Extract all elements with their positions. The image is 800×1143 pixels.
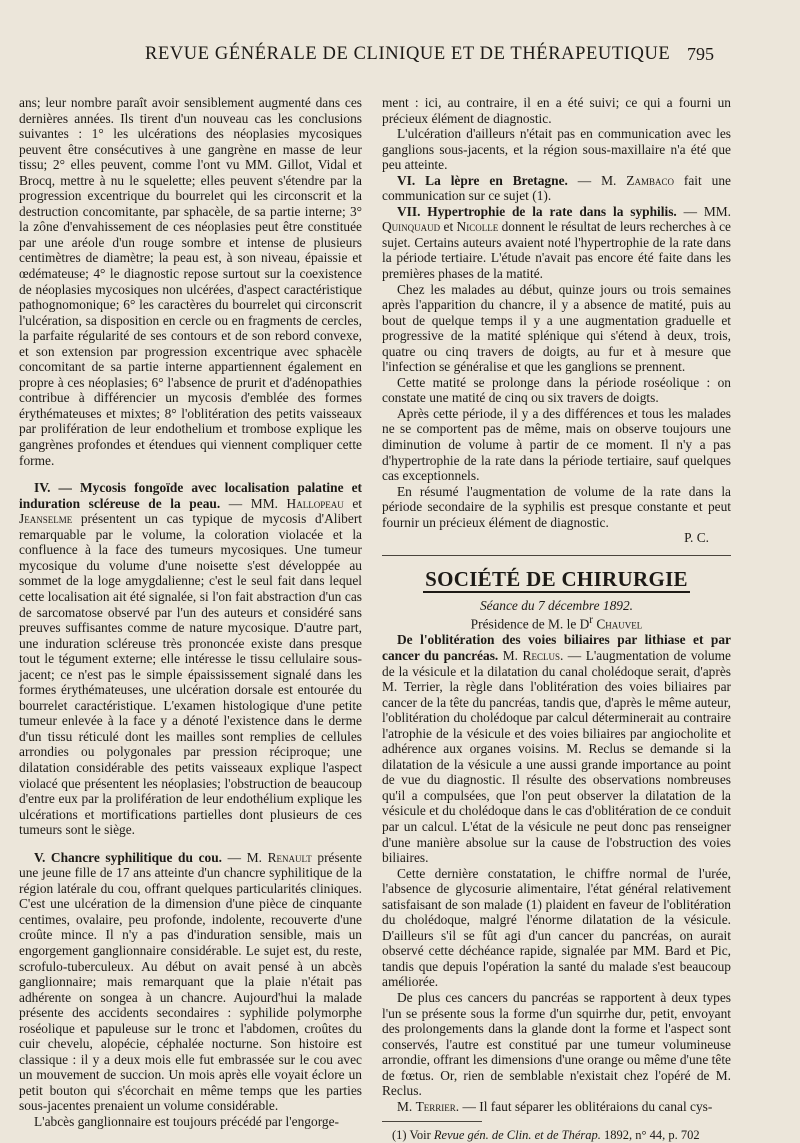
paragraph-section-vi: [382, 173, 731, 204]
author-name: Renault: [267, 849, 312, 865]
paragraph-section-vii: [382, 204, 731, 282]
page-number: 795: [687, 44, 714, 64]
article-body: . — L'augmentation de volume de la vésicule et la dilatation du canal cholédoque serait, d'après M. Terrier, la règle dans l'oblitération des voies biliaires par cancer de la tête du pancréas, tandis que, d'après le même auteur, l'oblitération du cholédoque par calcul déterminerait au contraire l'atrophie de la vésicule et des voies biliaires par angiocholite et adhérence aux organes voisins. M. Reclus se demande si la dilatation de la vésicule a une aussi grande importance au point de vue du diagnostic. Il résulte des observations nombreuses qu'il a compulsées, que l'on peut observer la dilatation de la vésicule et du cholédoque dans le cas d'oblitération de ce conduit par un calcul. L'état de la vésicule ne peut donc pas renseigner d'une manière absolue sur la cause de l'obstruction des voies biliaires.: [382, 647, 731, 866]
conjunction: et: [440, 219, 457, 235]
separator: — M.: [222, 849, 268, 865]
section-vi-body: fait une communication sur ce sujet (1).: [382, 172, 731, 204]
paragraph-malades: Chez les malades au début, quinze jours ou trois semaines après l'apparition du chancre, il y a absence de matité, puis au bout de quelque temps il y a une augmentation graduelle et progressive de la matité splénique qui s'étend à deux, trois, quatre ou cinq travers de doigts, au fur et à mesure que l'infection se généralise et que les ganglions se prennent.: [382, 281, 731, 375]
separator: — MM.: [220, 495, 287, 511]
author-name: Jeanselme: [19, 511, 73, 527]
section-divider: [382, 555, 731, 556]
right-column: [382, 95, 731, 1143]
section-vi-heading: VI. La lèpre en Bretagne.: [397, 172, 568, 188]
prefix: M.: [397, 1098, 416, 1114]
separator: — MM.: [676, 203, 731, 219]
author-name: Reclus: [522, 647, 560, 663]
separator: — M.: [567, 172, 627, 188]
presidence-superscript: r: [589, 614, 594, 627]
author-name: Terrier: [415, 1098, 456, 1114]
president-name: Chauvel: [596, 616, 643, 632]
paragraph-abces: L'abcès ganglionnaire est toujours précédé par l'engorge-: [34, 1114, 340, 1129]
left-column: [19, 95, 362, 1130]
section-vii-body: donnent le résultat de leurs recherches à ce sujet. Certains auteurs avaient noté l'hypertrophie de la rate dans la période tertiaire. L'étude n'avait pas encore été faite dans les premières phases de la matité.: [382, 219, 732, 282]
section-v-body: présente une jeune fille de 17 ans atteinte d'un chancre syphilitique de la région latérale du cou, offrant quelques particularités cliniques. C'est une ulcération de la dimension d'une pièce de cinquante centimes, ovalaire, peu profonde, indolente, recouverte d'une croûte mince. Il n'y a pas d'induration sensible, mais un engorgement ganglionnaire considérable. Le sujet est, du reste, scrofulo-tuberculeux. Au début on avait pensé à un abcès ganglionnaire; mais remarquant que la plaie n'était pas adhérente on songea à un chancre. Aujourd'hui la malade présente des accidents secondaires : syphilide polymorphe roséolique et papuleuse sur le tronc et l'abdomen, croûtes du cuir chevelu, alopécie, céphalée nocturne. Son histoire est classique : il y a deux mois elle fut embrassée sur le cou avec un mouvement de succion. Un mois après elle voyait éclore un petit bouton qui s'écorchait en même temps que les parties sous-jacentes prenaient un volume considérable.: [19, 849, 362, 1114]
paragraph-ulceration: L'ulcération d'ailleurs n'était pas en communication avec les ganglions sous-jacents, et la région sous-maxillaire n'a été que peu atteinte.: [382, 126, 731, 173]
author-name: Nicolle: [456, 219, 499, 235]
paragraph-mycosis-conclusions: ans; leur nombre paraît avoir sensiblement augmenté dans ces dernières années. Ils tirent d'un nouveau cas les conclusions suivantes : 1° les ulcérations des néoplasies mycosiques peuvent être consécutives à une gangrène en masse de leur tissu; 2° elles peuvent, comme l'ont vu MM. Gillot, Vidal et Brocq, mettre à nu le squelette; elles peuvent s'étendre par la progression excentrique du bourrelet qui les circonscrit et la destruction concomitante, par sphacèle, de sa partie interne; 3° la zône d'envahissement de ces néoplasies peut être constituée par une aréole d'un rouge sombre et intense de plusieurs centimètres de diamètre; la peau est, à son niveau, épaissie et œdémateuse; 4° le diagnostic repose surtout sur la coexistence de néoplasies mycosiques non ulcérées, d'aspect caractéristique pathognomonique; 6° les caractères du bourrelet qui circonscrit l'ulcération, sa disposition en cercle ou en fragments de cercles, la parfaite régularité de ses contours et de son rebord convexe, et son extension par progression excentrique avec sphacèle concomitant de sa partie interne appartiennent également en propre à ces néoplasies; 6° l'absence de prurit et d'adénopathies contribue à différencier un mycosis d'emblée des formes érythémateuses et mixtes; 8° l'oblitération des petits vaisseaux par prolifération de leur endothelium et trombose explique les gangrènes profondes et étendues qui viennent compliquer cette forme.: [19, 95, 362, 468]
article-heading: De l'oblitération des voies biliaires par lithiase et par cancer du pancréas.: [382, 632, 731, 663]
paragraph-cancers: De plus ces cancers du pancréas se rapportent à deux types l'un se présente sous la forme d'un squirrhe dur, petit, envoyant des prolongements dans la glande dont la forme et l'aspect sont conservés, l'autre est constitué par une tumeur volumineuse arrondie, offrant les dimensions d'une orange ou même d'une tête de fœtus. Or, rien de semblable n'existait chez l'opéré de M. Reclus.: [382, 990, 731, 1099]
journal-title: REVUE GÉNÉRALE DE CLINIQUE ET DE THÉRAPEUTIQUE: [145, 44, 671, 64]
author-name: Zambaco: [626, 172, 674, 188]
paragraph-resume: En résumé l'augmentation de volume de la rate dans la période secondaire de la syphilis est presque constante et peut fournir un précieux élément de diagnostic.: [382, 483, 731, 530]
paragraph-section-v: [19, 850, 362, 1114]
paragraph-continuation: ment : ici, au contraire, il en a été suivi; ce qui a fourni un précieux élément de diagnostic.: [382, 95, 731, 126]
presidence-prefix: Présidence de M. le D: [470, 616, 590, 632]
signature-initials: P. C.: [684, 530, 709, 546]
section-title-text: SOCIÉTÉ DE CHIRURGIE: [425, 566, 688, 591]
author-name: Quinquaud: [382, 219, 441, 235]
paragraph-periode: Après cette période, il y a des différences et tous les malades ne se comportent pas de même, mais on observe toujours une diminution de volume à partir de ce moment. Il n'y a pas d'hypertrophie de la rate dans la période tertiaire, sauf quelques cas exceptionnels.: [382, 405, 731, 484]
seance-date: Séance du 7 décembre 1892.: [479, 597, 634, 613]
running-header: [0, 44, 800, 70]
section-iv-heading: IV. — Mycosis fongoïde avec localisation palatine et induration scléreuse de la peau.: [19, 480, 362, 511]
section-iv-body: présentent un cas typique de mycosis d'Alibert remarquable par le volume, la coloration violacée et la confluence à la face des tumeurs mycosiques. Une tumeur mycosique du volume d'une noisette s'est développée au sommet de la loge amygdalienne; c'est le seul fait dans lequel cette localisation ait été signalée, si l'on fait abstraction d'un cas de sarcomatose observé par l'un des auteurs et considéré sans preuves suffisantes comme de nature mycosique. D'autre part, une induration scléreuse très prononcée existe dans presque tout le tégument externe; elle intéresse le tissu cellulaire sous-jacent; ce n'est pas le simple épaississement signalé dans les formes érythémateuses, une ulcération dorsale est entourée du bourrelet caractéristique. L'examen histologique d'une petite tumeur enlevée à la face y a dénoté l'existence dans le derme d'un tissu réticulé dont les mailles sont remplies de cellules arrondies ou polygonales par pression réciproque; une dilatation considérable des petits vaisseaux explique l'aspect violacé que présentent les néoplasies; l'obstruction de beaucoup d'entre eux par la prolifération de leur endothélium explique les ulcérations et mortifications partielles dont plusieurs de ces tumeurs sont le siège.: [19, 511, 362, 838]
terrier-body: . — Il faut séparer les oblitéraions du canal cys-: [455, 1098, 713, 1114]
presidence-line: [382, 613, 731, 632]
footnote-suffix: 1892, n° 44, p. 702: [600, 1128, 700, 1143]
paragraph-terrier: [382, 1099, 731, 1115]
paragraph-oblitération: [382, 632, 731, 865]
footnote: [382, 1128, 731, 1143]
conjunction: et: [343, 495, 362, 511]
section-title: [382, 566, 731, 592]
section-vii-heading: VII. Hypertrophie de la rate dans la syphilis.: [397, 203, 677, 219]
separator: M.: [498, 647, 523, 663]
paragraph-section-iv: [19, 480, 362, 838]
footnote-prefix: (1) Voir: [392, 1128, 434, 1143]
paragraph-constatation: Cette dernière constatation, le chiffre normal de l'urée, l'absence de glycosurie alimentaire, l'état général relativement satisfaisant de son malade (1) plaident en faveur de l'oblitération du cholédoque, malgré l'énorme dilatation de la vésicule. D'ailleurs s'il se fût agi d'un cancer du pancréas, on aurait observé cette déchéance rapide, signalée par MM. Bard et Pic, tandis que depuis l'opération la santé du malade s'est beaucoup améliorée.: [382, 865, 731, 990]
paragraph-matite: Cette matité se prolonge dans la période roséolique : on constate une matité de cinq ou six travers de doigts.: [382, 374, 731, 406]
footnote-rule: [382, 1121, 482, 1122]
author-name: Hallopeau: [286, 495, 344, 511]
section-v-heading: V. Chancre syphilitique du cou.: [34, 849, 223, 865]
footnote-journal: Revue gén. de Clin. et de Thérap.: [433, 1128, 601, 1143]
